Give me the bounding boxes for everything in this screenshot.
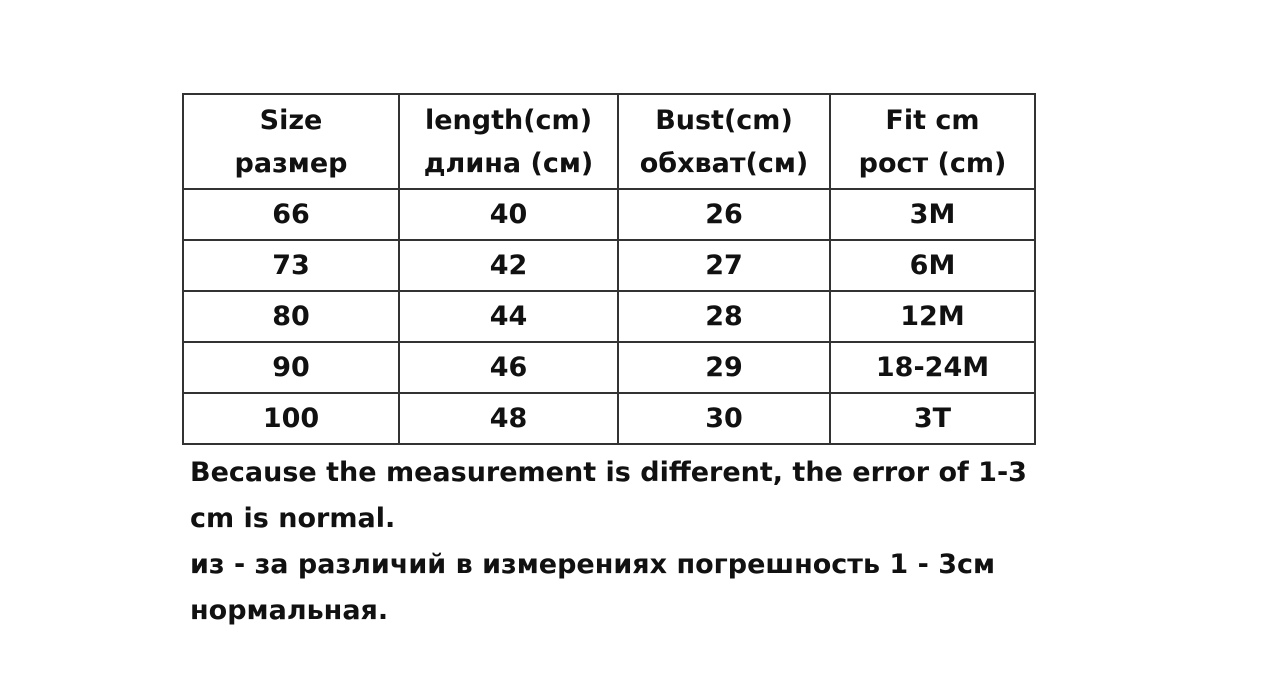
table-row <box>183 342 1035 393</box>
cell-length: 48 <box>399 393 618 444</box>
cell-fit: 12M <box>830 291 1035 342</box>
cell-size: 90 <box>183 342 399 393</box>
table-row <box>183 189 1035 240</box>
cell-bust: 28 <box>618 291 830 342</box>
measurement-note <box>190 450 1050 634</box>
header-length-ru: длина (см) <box>423 147 594 179</box>
cell-fit: 6M <box>830 240 1035 291</box>
header-fit-en: Fit cm <box>885 104 980 136</box>
cell-bust: 29 <box>618 342 830 393</box>
header-length <box>399 94 618 189</box>
cell-length: 44 <box>399 291 618 342</box>
header-size-ru: размер <box>234 147 348 179</box>
size-chart-table <box>182 93 1036 445</box>
cell-bust: 30 <box>618 393 830 444</box>
cell-size: 80 <box>183 291 399 342</box>
table-row <box>183 240 1035 291</box>
cell-size: 73 <box>183 240 399 291</box>
note-english: Because the measurement is different, the error of 1-3 cm is normal. <box>190 457 1027 534</box>
header-bust-ru: обхват(см) <box>639 147 809 179</box>
header-size-en: Size <box>259 104 323 136</box>
cell-fit: 3M <box>830 189 1035 240</box>
header-length-en: length(cm) <box>424 104 593 136</box>
cell-bust: 27 <box>618 240 830 291</box>
header-row <box>183 94 1035 189</box>
cell-fit: 18-24M <box>830 342 1035 393</box>
cell-size: 100 <box>183 393 399 444</box>
note-russian: из - за различий в измерениях погрешность 1 - 3см нормальная. <box>190 549 996 626</box>
header-fit <box>830 94 1035 189</box>
cell-length: 42 <box>399 240 618 291</box>
cell-length: 40 <box>399 189 618 240</box>
cell-size: 66 <box>183 189 399 240</box>
cell-fit: 3T <box>830 393 1035 444</box>
cell-length: 46 <box>399 342 618 393</box>
cell-bust: 26 <box>618 189 830 240</box>
table-row <box>183 393 1035 444</box>
header-fit-ru: рост (cm) <box>858 147 1007 179</box>
table-row <box>183 291 1035 342</box>
header-size <box>183 94 399 189</box>
header-bust-en: Bust(cm) <box>655 104 793 136</box>
header-bust <box>618 94 830 189</box>
